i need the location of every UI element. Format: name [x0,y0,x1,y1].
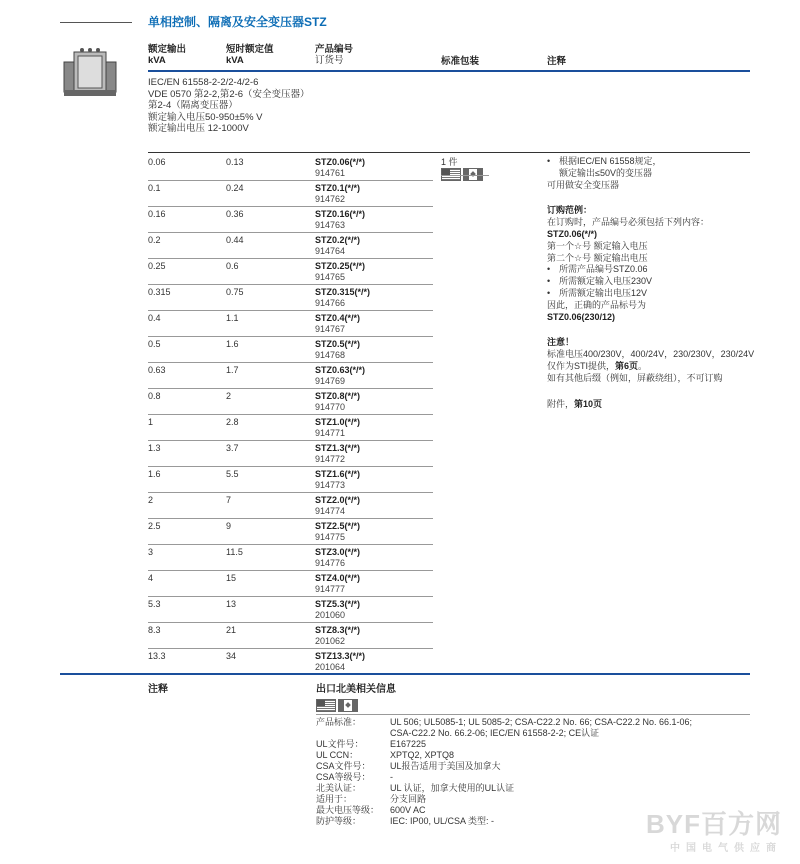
us-flag-icon [316,699,336,712]
table-row [148,545,433,571]
short-time-cell: 5.5 [226,469,239,479]
cert-key: CSA等级号： [316,772,371,782]
note-line: 额定输出≤50V的变压器 [559,167,652,178]
order-result: STZ0.06(230/12) [547,311,616,322]
table-row [148,623,433,649]
order-number-cell: 201060 [315,610,346,620]
cert-key: UL文件号： [316,739,364,749]
product-code-cell: STZ13.3(*/*) [315,651,366,661]
note-line: 仅作为STI提供，第6页。 [547,360,648,371]
product-code-cell: STZ0.25(*/*) [315,261,366,271]
table-row [148,259,433,285]
rated-output-cell: 0.5 [148,339,161,349]
short-time-cell: 0.44 [226,235,244,245]
short-time-cell: 0.36 [226,209,244,219]
rated-output-cell: 2.5 [148,521,161,531]
packaging-cell [441,155,485,181]
cert-value: CSA-C22.2 No. 66.2-06; IEC/EN 61558-2-2; CE认证 [390,728,600,738]
standards-block [148,77,310,135]
note-bullet: • 根据IEC/EN 61558规定， [547,156,762,168]
order-number-cell: 201062 [315,636,346,646]
table-row [148,493,433,519]
note-line: 如有其他后缀（例如，屏蔽绕组），不可订购 [547,372,723,383]
product-code-cell: STZ1.0(*/*) [315,417,361,427]
note-line: 可用做安全变压器 [547,179,620,190]
rated-output-cell: 0.1 [148,183,161,193]
cert-value: E167225 [390,739,427,749]
cert-row [316,783,756,794]
note-line: 第一个☆号 额定输入电压 [547,240,648,251]
transformer-image [60,44,120,99]
table-row [148,389,433,415]
table-row [148,467,433,493]
order-number-cell: 914765 [315,272,346,282]
cert-row [316,772,756,783]
rated-output-cell: 8.3 [148,625,161,635]
short-time-cell: 3.7 [226,443,239,453]
top-rule [60,22,132,23]
product-code-cell: STZ1.6(*/*) [315,469,361,479]
note-bullet: • 所需额定输出电压12V [547,288,762,300]
short-time-cell: 2 [226,391,232,401]
table-row [148,441,433,467]
short-time-cell: 34 [226,651,237,661]
order-number-cell: 914776 [315,558,346,568]
order-number-cell: 914777 [315,584,346,594]
order-number-cell: 914767 [315,324,346,334]
product-code-cell: STZ0.5(*/*) [315,339,361,349]
cert-row [316,728,756,739]
order-number-cell: 201064 [315,662,346,672]
rated-output-cell: 1.3 [148,443,161,453]
rated-output-cell: 0.8 [148,391,161,401]
header-short-time: 短时额定值 kVA [226,44,274,66]
short-time-cell: 11.5 [226,547,243,557]
rated-output-cell: 1 [148,417,154,427]
short-time-cell: 0.6 [226,261,239,271]
header-rated-output: 额定输出 kVA [148,44,187,66]
product-code-cell: STZ0.63(*/*) [315,365,366,375]
short-time-cell: 2.8 [226,417,239,427]
table-row [148,415,433,441]
bottom-notes-label: 注释 [148,684,168,695]
note-line: 因此，正确的产品标号为 [547,299,647,310]
cert-row [316,761,756,772]
accessory-page-link[interactable]: 第10页 [574,398,603,409]
rated-output-cell: 2 [148,495,154,505]
cert-key: 最大电压等级： [316,805,380,815]
page-ref-link[interactable]: 第6页 [615,360,639,371]
rated-output-cell: 0.4 [148,313,161,323]
order-number-cell: 914762 [315,194,346,204]
standard-line: IEC/EN 61558-2-2/2-4/2-6 [148,77,259,88]
cert-value: UL 认证，加拿大使用的UL认证 [390,783,515,793]
short-time-cell: 9 [226,521,232,531]
product-code-cell: STZ0.1(*/*) [315,183,361,193]
standard-line: 额定输出电压 12-1000V [148,123,249,134]
product-code-cell: STZ0.4(*/*) [315,313,361,323]
rated-output-cell: 1.6 [148,469,161,479]
cert-key: CSA文件号： [316,761,371,771]
watermark-logo: BYF百方网 中国电气供应商 [645,809,782,854]
order-number-cell: 914761 [315,168,346,178]
standard-line: VDE 0570 第2-2,第2-6（安全变压器） [148,88,310,100]
note-bullet: • 所需额定输入电压230V [547,276,762,288]
product-code-cell: STZ0.2(*/*) [315,235,361,245]
short-time-cell: 15 [226,573,237,583]
notes-block [547,156,762,410]
product-code-cell: STZ5.3(*/*) [315,599,361,609]
table-row [148,311,433,337]
table-row [148,233,433,259]
cert-value: IEC: IP00, UL/CSA 类型: - [390,816,495,826]
short-time-cell: 1.1 [226,313,239,323]
product-code-cell: STZ2.5(*/*) [315,521,361,531]
order-number-cell: 914775 [315,532,346,542]
order-number-cell: 914774 [315,506,346,516]
short-time-cell: 1.6 [226,339,239,349]
product-code-cell: STZ2.0(*/*) [315,495,361,505]
note-line: 附件，第10页 [547,398,603,409]
order-number-cell: 914764 [315,246,346,256]
rated-output-cell: 0.25 [148,261,166,271]
note-bullet: • 所需产品编号STZ0.06 [547,264,762,276]
order-code: STZ0.06(*/*) [547,228,598,239]
table-row [148,649,433,675]
bottom-flags-rule [316,714,750,715]
rated-output-cell: 5.3 [148,599,161,609]
cert-row [316,739,756,750]
standards-rule [148,152,750,153]
product-code-cell: STZ4.0(*/*) [315,573,361,583]
product-code-cell: STZ0.315(*/*) [315,287,371,297]
standard-line: 第2-4（隔离变压器） [148,100,238,111]
order-number-cell: 914771 [315,428,346,438]
order-number-cell: 914768 [315,350,346,360]
rated-output-cell: 4 [148,573,154,583]
short-time-cell: 13 [226,599,237,609]
table-row [148,519,433,545]
order-example-title: 订购范例： [547,205,593,216]
order-number-cell: 914769 [315,376,346,386]
header-packaging: 标准包装 [441,56,480,67]
table-row [148,181,433,207]
cert-key: 产品标准： [316,717,362,727]
table-row [148,155,433,181]
cert-row [316,717,756,728]
order-number-cell: 914770 [315,402,346,412]
table-row [148,571,433,597]
order-number-cell: 914763 [315,220,346,230]
note-line: 标准电压400/230V，400/24V，230/230V，230/24V [547,349,755,360]
cert-key: 适用于： [316,794,353,804]
order-number-cell: 914772 [315,454,346,464]
canada-flag-icon [338,699,358,712]
packaging-qty: 1 件 [441,157,458,167]
order-number-cell: 914766 [315,298,346,308]
note-line: 在订购时，产品编号必须包括下列内容： [547,217,710,228]
north-america-label: 出口北美相关信息 [316,684,396,695]
cert-key [316,728,390,739]
table-row [148,337,433,363]
product-code-cell: STZ0.8(*/*) [315,391,361,401]
short-time-cell: 0.24 [226,183,244,193]
short-time-cell: 0.75 [226,287,244,297]
product-code-cell: STZ1.3(*/*) [315,443,361,453]
cert-value: XPTQ2, XPTQ8 [390,750,455,760]
header-product-code: 产品编号 订货号 [315,44,354,66]
cert-value: - [390,772,393,782]
header-notes: 注释 [547,56,567,67]
header-rule [148,70,750,72]
packaging-rule [441,175,489,176]
cert-key: UL CCN： [316,750,359,760]
note-line: 第二个☆号 额定输出电压 [547,252,648,263]
cert-value: 分支回路 [390,794,427,804]
short-time-cell: 7 [226,495,232,505]
rated-output-cell: 0.06 [148,157,166,167]
page-title: 单相控制、隔离及安全变压器STZ [148,15,327,29]
standard-line: 额定输入电压50-950±5% V [148,111,263,123]
rated-output-cell: 0.16 [148,209,166,219]
cert-key: 防护等级： [316,816,362,826]
rated-output-cell: 3 [148,547,154,557]
attention-title: 注意！ [547,337,575,348]
bottom-rule [60,673,750,675]
cert-value: 600V AC [390,805,426,815]
order-number-cell: 914773 [315,480,346,490]
short-time-cell: 21 [226,625,237,635]
rated-output-cell: 0.315 [148,287,171,297]
product-code-cell: STZ8.3(*/*) [315,625,361,635]
cert-key: 北美认证： [316,783,362,793]
cert-value: UL报告适用于美国及加拿大 [390,761,501,771]
rated-output-cell: 0.2 [148,235,161,245]
cert-row [316,750,756,761]
rated-output-cell: 0.63 [148,365,166,375]
table-row [148,207,433,233]
product-code-cell: STZ0.16(*/*) [315,209,366,219]
cert-value: UL 506; UL5085-1; UL 5085-2; CSA-C22.2 No. 66; CSA-C22.2 No. 66.1-06; [390,717,693,727]
short-time-cell: 0.13 [226,157,244,167]
bottom-flags [316,699,360,712]
short-time-cell: 1.7 [226,365,239,375]
table-row [148,363,433,389]
rated-output-cell: 13.3 [148,651,166,661]
product-code-cell: STZ0.06(*/*) [315,157,366,167]
table-row [148,285,433,311]
table-row [148,597,433,623]
product-code-cell: STZ3.0(*/*) [315,547,361,557]
